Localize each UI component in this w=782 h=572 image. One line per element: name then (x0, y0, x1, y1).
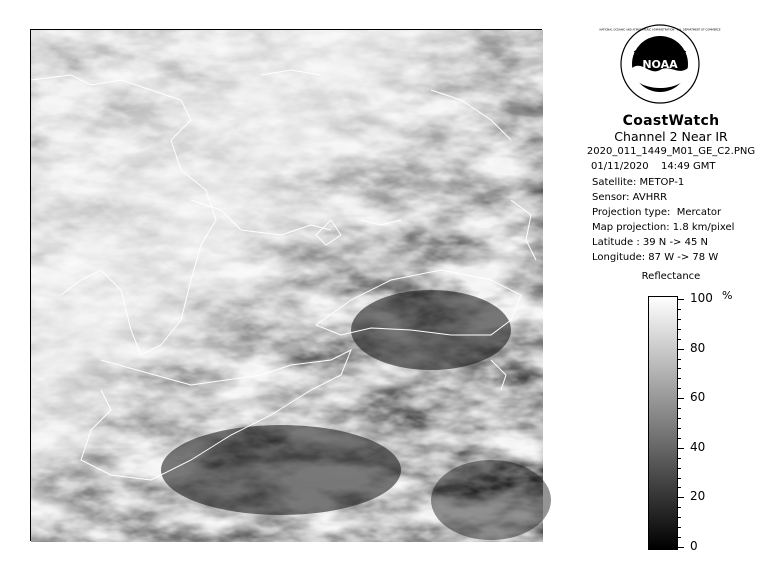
colorbar-tick-label: 0 (690, 539, 698, 553)
colorbar-minor-tick (678, 398, 681, 399)
colorbar-tick-label: 40 (690, 439, 706, 454)
colorbar-minor-tick (678, 547, 681, 548)
reflectance-colorbar (648, 296, 678, 550)
logo-center-text: NOAA (642, 58, 678, 71)
colorbar-minor-tick (678, 438, 681, 439)
sensor-label: Sensor: AVHRR (592, 192, 668, 203)
date-label: 01/11/2020 (591, 161, 649, 172)
colorbar-tick-label: 60 (690, 390, 706, 405)
colorbar-tick-label: 100 (690, 291, 713, 305)
colorbar-minor-tick (678, 378, 681, 379)
colorbar-minor-tick (678, 478, 681, 479)
colorbar-minor-tick (678, 368, 681, 369)
time-label: 14:49 GMT (661, 161, 716, 172)
latitude-label: Latitude : 39 N -> 45 N (592, 237, 708, 248)
logo-ring-text: NATIONAL OCEANIC AND ATMOSPHERIC ADMINISTRATION · U.S. DEPARTMENT OF COMMERCE (599, 28, 721, 32)
colorbar-minor-tick (678, 309, 681, 310)
colorbar-minor-tick (678, 299, 681, 300)
colorbar-minor-tick (678, 359, 681, 360)
colorbar-minor-tick (678, 497, 681, 498)
channel-label: Channel 2 Near IR (614, 129, 728, 144)
projection-type-label: Projection type: Mercator (592, 207, 722, 218)
legend-title: Reflectance (641, 271, 701, 282)
colorbar-minor-tick (678, 329, 681, 330)
cloud-imagery (31, 30, 543, 542)
colorbar-minor-tick (678, 527, 681, 528)
product-title: CoastWatch (622, 113, 720, 129)
colorbar-minor-tick (678, 339, 681, 340)
satellite-label: Satellite: METOP-1 (592, 177, 685, 188)
colorbar-minor-tick (678, 388, 681, 389)
satellite-image (30, 29, 542, 541)
colorbar-minor-tick (678, 418, 681, 419)
colorbar-minor-tick (678, 517, 681, 518)
colorbar-tick-label: 20 (690, 489, 706, 504)
colorbar-minor-tick (678, 468, 681, 469)
colorbar-minor-tick (678, 537, 681, 538)
legend-unit: % (722, 289, 733, 302)
map-projection-label: Map projection: 1.8 km/pixel (592, 222, 735, 233)
colorbar-minor-tick (678, 349, 681, 350)
colorbar-minor-tick (678, 458, 681, 459)
colorbar-tick-label: 80 (690, 340, 706, 355)
colorbar-minor-tick (678, 487, 681, 488)
colorbar-minor-tick (678, 507, 681, 508)
colorbar-minor-tick (678, 428, 681, 429)
noaa-logo (599, 24, 721, 104)
longitude-label: Longitude: 87 W -> 78 W (592, 252, 719, 263)
colorbar-minor-tick (678, 319, 681, 320)
colorbar-minor-tick (678, 408, 681, 409)
colorbar-minor-tick (678, 448, 681, 449)
filename-label: 2020_011_1449_M01_GE_C2.PNG (586, 146, 756, 157)
